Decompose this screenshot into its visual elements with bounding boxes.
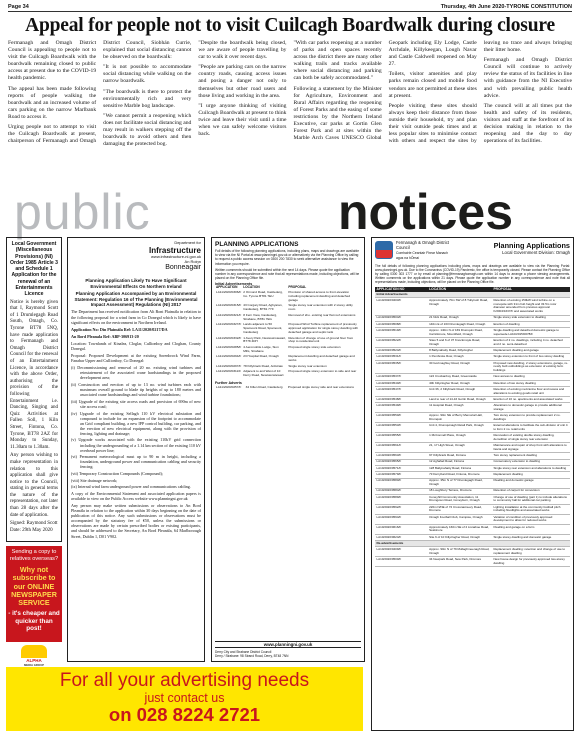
cell-prop: Single storey rear extension [288,363,327,368]
cell-loc: 8 Fern View, Castlederg, Strabane, BT81 7EG [243,312,278,321]
cell-loc: 21 Nick Road, Omagh [428,315,492,321]
cell-loc: Lands adjacent to 50 Spamount Road, Spamount, Castlederg [243,322,283,335]
ferm-row [375,298,570,315]
cell-prop: Single storey rear extension and alterations to dwelling [492,465,570,471]
cell-app: LA10/2020/0508/F [375,321,428,327]
planning-heading: Initial Advertisements [215,282,253,287]
cell-app: LA10/2020/0500/F [375,557,428,567]
cell-prop: Replacement dwelling [492,472,570,478]
dfi-logo-text [149,241,201,272]
planning-row [215,345,361,354]
planning-row [215,290,361,303]
licence-body: Notice is hereby given that I, Raymond Scott of 1 Drumlegagh Road South, Omagh, Co. Tyrone BT78 5NQ, have made application to Fermanagh and Omagh District Council for the renewal of an Entertainment Licence, in accordance with the above Order, authorising the provision of the following Entertainment i.e. Dancing, Singing and Quiz Activities at Fallen Soll, 1 Kiln Street, Fintona, Co. Tyrone, BT78 2AZ for Monday to Sunday, 11.30am to 1.30am. [10,299,58,450]
story-paragraph: "The boardwalk is there to protect the environmentally rich and very sensitive Marble bog landscape. [103,88,192,109]
cell-loc: Adjacent to and West of 10 Derry Road, Newtownstewart [243,369,284,378]
cell-loc: Approximately 70m SW of 8 Tullyrush Road, Omagh [428,298,492,315]
cell-loc: Omagh Football Club, Campsie, Omagh [428,514,492,524]
cell-app: LA10/2020/0504/F [375,315,428,321]
cell-loc: Unit 36, 2 Killybrack Road, Omagh [428,387,492,397]
cell-app: LA11/2020/0257/F [216,384,242,389]
cell-prop: Provision of shared access to front elevation including replacement dwelling and detached garage [288,290,351,302]
cell-prop: Two storey extension to provide replacement 2 no. dwellings [492,413,570,423]
cell-prop: Proposed single storey side extension [288,344,341,349]
cell-app: LA10/2020/0522/F [375,338,428,348]
dfi-para-3: Any person may make written submissions or observations to An Bord Pleanála in relation to the application within 30 days beginning on the date of publication of this notice. Any such submissions or observations must be accompanied by the statutory fee of €50, unless the submissions or observations are made by certain prescribed bodies or existing participants, and should be addressed to the Secretary, An Bord Pleanála, 64 Marlborough Street, Dublin 1, D01 V902. [71,503,201,539]
cell-app: LA10/2020/0580/F [375,478,428,488]
subscription-line-3: - it's cheaper and quicker than post! [8,610,60,633]
ferm-row [375,494,570,504]
cell-prop: Retention of two storey dwelling [492,380,570,386]
cell-loc: Approx. 140m N of 169 Drumquin Road, Carrickmore, Mountfield, Omagh [428,328,492,338]
cell-app: LA11/2020/0285/F [216,344,242,349]
cell-app: LA10/2020/0548/F [375,397,428,403]
article-body [8,40,572,180]
cell-app: LA11/2020/0315/F [216,303,242,308]
cell-app: LA10/2020/0571/F [375,465,428,471]
dfi-para-1: The Department has received notification from Alt Bont Plaimála in relation to the following proposal for a wind farm in Co Donegal which is likely to have significant effects on the environment in Northern Ireland. [71,309,201,325]
cell-prop: Maintenance and repair of shop front with alterations to fascia and signage [492,443,570,453]
cell-app: LA10/2020/0550/F [375,413,428,423]
ferm-row [375,360,570,374]
cell-prop: Single storey side extension to dwelling [492,315,570,321]
story-paragraph: People visiting these sites should always keep their distance from those outside their household, try and plan their visit outside peak times and at less popular sites to minimise contact with others and respect the sites by leaving no trace and always bringing their litter home. [388,40,572,145]
cell-prop: Renovation of existing double storey dwelling, demolition of single storey rear extension [492,433,570,443]
cell-loc: 78 Killybrack Road, Ardstraw [243,363,283,368]
ferm-row [375,524,570,534]
cell-loc: 12 Aghafad Road, Fintona [428,459,492,465]
cell-app: LA10/2020/0592/F [375,504,428,514]
ferm-row [375,328,570,338]
ferm-col-location: LOCATION [428,287,492,292]
ferm-header [375,241,570,261]
cell-app: LA10/2020/0403/F [375,298,428,315]
cell-prop: Dwelling and domestic garage [492,478,570,488]
planning-row [215,369,361,378]
ferm-row [375,478,570,488]
cell-loc: 73 Derrybard Road, Fintona, Dromore [428,472,492,478]
planning-url[interactable]: www.planningni.gov.uk [215,641,361,648]
ferm-row [375,387,570,397]
cell-prop: Single storey dwelling and domestic garage [492,534,570,540]
dfi-logo [71,241,201,272]
cell-app: LA10/2020/0579/F [375,472,428,478]
dfi-item: (vii) Temporary Construction Compounds (Compound); [71,471,163,477]
ferm-col-proposal: PROPOSAL [492,287,570,292]
cell-loc: 43 Corgary Road, Aghyaran, Castlederg, BT81 7YF [243,303,283,312]
cell-loc: 2 Ormond Road, Castlederg, Co. Tyrone BT81 7EU [243,290,283,299]
cell-prop: Change of use of dwelling (part 1) to include alterations to community hall for additional car parking [492,494,570,504]
col-application: APPLICATION [216,285,238,290]
dfi-item: (ii) Construction and erection of up to 13 no. wind turbines each with maximum overall ground to blade tip heights of up to 180 metres and associated crane hardstandings and wind turbine foundations; [71,382,201,398]
planning-table [215,286,361,378]
cell-loc: 140m E of 163 Drumlegagh Road, Omagh [428,321,492,327]
story-paragraph: The appeal has been made following reports of people walking the boardwalk and an increased volume of cars parking on the narrow Marlbank Road to access it. [8,85,97,120]
cell-prop: Conservatory extension to dwelling [492,459,570,465]
cell-loc: 97 Killybrack Road, Fintona [428,453,492,459]
further-table [215,385,361,391]
ferm-row [375,338,570,348]
dfi-dept-name: Infrastructure [148,245,201,255]
cell-loc: Approximately 160m SE of 2 Lisnaboe Road, Seskinore [428,524,492,534]
cell-app: LA11/2020/0297/F [216,363,242,368]
cell-app: LA10/2020/0409/F [375,547,428,557]
cell-loc: Coneyhill Community Association, 11 Drumgown Road, Coneyburn, Omagh [428,494,492,504]
cell-prop: Replacement dwelling: retention and change of use to replacement dwelling [492,547,570,557]
ferm-intro: The full details of following planning applications including plans, maps and drawings are available to view via the Planning Portal: www.planningni.gov.uk. Due to the Coronavirus (COVID-19) Pandemic, the office is temporarily closed. Please contact the Planning Office by calling 0300 303 1777 or by email at planning@fermanaghomagh.com within 14 days to arrange a phone viewing arrangements. Written comments on the applications within 21 days. Please quote the application number in any correspondence and note that all representations made, including objections, will be placed on the Planning Office file. [375,263,570,284]
cell-loc: Sites 5 and 6 of 37 Knockmoyle Road, Omagh [428,338,492,348]
council-crest-icon [375,241,393,259]
ferm-row [375,557,570,567]
cell-app: LA10/2020/0589/F [375,494,428,504]
cell-prop: Replacement dwelling and garage [492,348,570,354]
cell-app: LA11/2020/0294/F [216,354,242,359]
dfi-para-2: A copy of the Environmental Statement and associated application papers is available to view on the Public Access website www.planningni.gov.uk [71,490,201,501]
col-location: LOCATION [243,285,260,290]
planning-intro: Full details of the following planning applications, including plans, maps and drawings are available to view via the NI Portal at www.planningni.gov.uk or alternatively via the Planning Office by calling to request a public access session on 0300 200 7830 to seek alternative assistance to view the information you require. [215,249,360,266]
page-number: Page 34 [8,4,29,10]
dfi-item: (v) Upgrade works associated with the existing 110kV grid connection including the undergrounding of a 1.14 km section of the existing 110 kV overhead power line; [71,437,201,453]
planning-row [215,355,361,364]
cell-prop: Two storey replacement dwelling [492,453,570,459]
ferm-rows [375,292,570,567]
story-paragraph: "I urge anyone thinking of visiting Cuilcagh Boardwalk at present to think twice and leave their visit until a time when we can safely welcome visitors back. [198,102,287,138]
cell-loc: 34 Killen Road, Castlederg [245,384,283,389]
story-paragraph: Urging people not to attempt to visit the Cuilcagh Boardwalk at present, chairperson of Fermanagh and Omagh District Council, Siobhán Currie, explained that social distancing cannot be observed on the boardwalk: [8,40,192,145]
planning-row [215,313,361,322]
subscription-line-2: Why not subscribe to our ONLINE NEWSPAPER SERVICE [11,565,57,608]
cell-loc: 122 Crockanboy Road, Greencastle [428,374,492,380]
dfi-item: (vi) Permanent meteorological mast up to 90 m in height, including a foundation, underground power and communication cabling and security fencing; [71,454,201,470]
cell-loc: 1 Avery Park, Newtownstewart, BT78 4DH [243,335,286,344]
dfi-item: (viii) Site drainage network; [71,477,118,483]
cell-app: LA11/2020/0327/F [216,322,242,327]
ferm-council-name: Fermanagh & Omagh District Council [396,240,450,250]
story-paragraph: Fermanagh and Omagh District Council will continue to actively review the status of its facilities in line with guidance from the NI Executive and with prevailing public health advice. [483,57,572,99]
story-paragraph: The council will at all times put the health and safety of its residents, visitors and staff at the forefront of its decision making in relation to the reopening and the day to day operations of its facilities. [483,102,572,145]
further-rows [215,385,361,391]
col-proposal: PROPOSAL [288,285,307,290]
dfi-ref: Application No: Din Plaimála Ref: LA11/2020/0217/DA [71,326,168,332]
planning-footer-2: Derry / Strabane: 98 Strand Road, Derry, BT48 7NN [215,654,289,658]
ad-line-1: For all your advertising needs [59,670,310,691]
cell-prop: Variation of condition of previously approved development to allow for reduced works [492,514,570,524]
cell-app: LA11/2020/0321/F [216,312,242,317]
further-heading: Further Adverts [215,380,242,385]
cell-prop: Retention of change of use of ground floor from shop to residential unit [288,335,354,344]
fermanagh-planning-notice [371,237,574,731]
cell-app: LA10/2020/0553/F [375,423,428,433]
story-paragraph: Toilets, visitor amenities and play parks remain closed and mobile food vendors are not permitted at these sites at present. [388,71,477,99]
cell-prop: Erection of 2 no. dwellings, including 4 no. detached and 2 no. semi-detached [492,338,570,348]
planning-row [215,385,361,391]
ferm-council-block [375,241,451,261]
cell-loc: 18 Loughbury Terrace, Dromore [428,488,492,494]
cell-app: LA10/2020/0561/F [375,443,428,453]
cell-loc: 8 Ballynahatty Road, Killyclogher [428,348,492,354]
dfi-item: (iii) Upgrade of the existing site access roads and provision of 690m of new site access road; [71,398,201,409]
alpha-brand: ALPHA [26,658,42,663]
cell-loc: 40b Killyclogher Road, Omagh [428,380,492,386]
dfi-proposal: Proposal: Proposed Development at the existing Sorenbrock Wind Farm, Fanabar Upper and Cullionboy, Co Donegal: [71,353,201,364]
planning-row [215,304,361,313]
derry-planning-notice [211,237,365,662]
cell-app: LA10/2020/0565/F [375,459,428,465]
cell-app: LA11/2020/0332/F [216,335,242,340]
planning-row [215,322,361,335]
subscription-line-1: Sending a copy to relatives overseas? [9,549,59,562]
dfi-items [71,365,201,489]
cell-loc: 128 Ballynahatty Road, Fintona [428,465,492,471]
cell-prop: Proposed Wind Turbine replacement of previously approved application for single storey dwelling with detached garage and septic tank [288,322,358,335]
dfi-dept-line: Department for [174,240,201,245]
cell-prop: New house design for previously approved two-storey dwelling [492,557,570,567]
section-heading: Initial Advertisements [375,292,570,298]
cell-app: LA10/2020/0547/F [375,387,428,397]
story-paragraph: "It is not possible to accommodate social distancing while walking on the narrow boardwalk. [103,64,192,85]
cell-loc: Site 6 of 10 Killyclogher Road, Omagh [428,534,492,540]
dfi-website: www.infrastructure-ni.gov.uk [151,253,201,259]
cell-loc: 4 Aeromobile Lodge, Sion Mills, Strabane [243,344,279,353]
planning-row [215,336,361,345]
cell-app: LA10/2020/0519/F [375,328,428,338]
dfi-item: (i) Decommissioning and removal of 20 no. existing wind turbines and reinstatement of the associated crane hardstandings in the proposed development area; [71,365,201,381]
cell-app: LA10/2020/0616/F [375,524,428,534]
ferm-row [375,504,570,514]
masthead-notices: notices [338,184,514,240]
cell-loc: Unit 4, Drumquinagh Retail Park, Omagh [428,423,492,433]
cell-app: LA10/2020/0524/F [375,348,428,354]
cell-prop: Proposed single storey side and rear extensions [287,384,354,389]
dfi-item: (iv) Upgrade of the existing Sellagh 110 kV electrical substation and compound to include for an expansion of the footprint to accommodate an Grid compliant building, a new IPP control building, car parking, and the erection of new electrical equipment, along with the provision of fencing, lighting and drainage; [71,410,201,436]
ferm-row [375,423,570,433]
cell-prop: Single dwelling and detached domestic garage to supersede LA10/2015/0078/F [492,328,570,338]
cell-app: LA11/2020/0306/F [216,290,242,295]
cell-prop: Removal of 2no. existing rear flat roof extensions [288,312,356,317]
advertising-ad[interactable] [6,667,363,731]
ferm-row [375,413,570,423]
planning-rows [215,290,361,379]
cell-prop: External alterations to facilitate the sub-division of unit 4 to form 2 no. retail units [492,423,570,433]
dfi-item: (ix) Internal wind farm underground power and communications cabling. [71,484,191,490]
cell-app: LA10/2020/0563/F [375,453,428,459]
cell-prop: Single storey extension to front of two storey dwelling [492,354,570,360]
alpha-sub: MEDIA GROUP [24,663,44,667]
infrastructure-notice [67,237,205,662]
planning-intro-2: Written comments should be submitted within the next 14 days. Please quote the application number in any correspondence and note that all representations made, including objections, will be placed on the Planning Office file. [215,267,360,281]
cell-prop: Retention of existing 150kW wind turbine on a monopole with 31m hub height and 33.5m rotor diameter amended from previous approval K/2004/1637/F and associated works [492,298,570,315]
alpha-logo-icon [21,645,47,658]
cell-prop: Proposed single storey extension to side and rear [288,369,357,374]
dfi-ref-2: An Bord Pleanala Ref: ABP-306913-20 [71,333,139,339]
cell-loc: Approx. 90m NE of Berry Memorial Hall, Drumquin [428,413,492,423]
ferm-subtitle: Local Government Division: Omagh [502,250,570,255]
cell-prop: Single storey rear extension with 2 storey utility room [288,303,353,312]
cell-loc: 11 Hospital Road, Omagh [428,403,492,413]
masthead-public: public [14,184,151,240]
public-notices-masthead [0,184,580,240]
ferm-title-block [494,241,570,255]
ad-line-2: just contact us [144,691,225,705]
story-paragraph: Following a statement by the Minister for Agriculture, Environment and Rural Affairs regarding the reopening of Forest Parks and the easing of some restrictions by the Northern Ireland Executive, car parks at Gortin Glen Forest Park and at sites within the Marble Arch Caves UNESCO Global Geopark including Ely Lodge, Castle Archdale, Killykeegan, Lough Navar and Castle Caldwell reopened on May 27. [293,40,477,142]
cell-app: LA10/2020/0535/F [375,360,428,374]
page-header [8,4,572,12]
cell-prop: Retention of carport for conversion [492,488,570,494]
article-headline: Appeal for people not to visit Cuilcagh Boardwalk during closure [25,15,555,36]
cell-app: LA10/2020/0540/F [375,380,428,386]
cell-loc: Land to rear of 14-16 Gortin Road, Omagh [428,397,492,403]
issue-date: Thursday, 4th June 2020-TYRONE CONSTITUTION [440,4,572,10]
cell-loc: 30 Gortmaghley Road, Omagh [428,360,492,374]
section-heading: Re-advertisements [375,541,570,547]
cell-loc: 1 McConnell Place, Omagh [428,433,492,443]
cell-app: LA10/2020/0594/F [375,514,428,524]
story-paragraph: "With car parks reopening at a number of parks and open spaces recently across the district there are many other walking trails and tracks available where social distancing and parking can both be safely accommodated." [293,40,382,82]
ferm-title: Planning Applications [493,241,570,250]
ferm-council-irish: Comhairle Ceantair Fhear Manach agus na hÓmaí [396,250,449,260]
story-paragraph: "People are parking cars on the narrow country roads, causing access issues and posing a danger not only to themselves but other road users and those living and working in the area. [198,64,287,99]
cell-loc: 1 Pembroke Row, Omagh [428,354,492,360]
cell-app: LA10/2020/0531/F [375,354,428,360]
cell-prop: Dwelling and garage on a farm [492,524,570,534]
cell-app: LA10/2020/0624/F [375,534,428,540]
cell-prop: Erection of dwelling [492,321,570,327]
dfi-irish-line: An Roinn [184,258,201,264]
story-paragraph: "We cannot permit a reopening which does not facilitate social distancing and may result in walkers stepping off the boardwalk to avoid others and then damaging the protected bog. [103,112,192,148]
subscription-ad[interactable] [6,546,62,642]
ferm-row [375,433,570,443]
story-paragraph: "Despite the boardwalk being closed, we are aware of people travelling by car to walk it over recent days. [198,40,287,61]
cell-prop: Replacement dwelling and detached garage and works [288,354,355,363]
ferm-row [375,547,570,557]
ad-phone[interactable]: on 028 8224 2721 [108,704,261,725]
dfi-title: Planning Application Likely To Have Significant Environmental Effects On Northern Ireland [85,278,187,289]
cell-prop: New access to dwelling [492,374,570,380]
licence-signed: Signed: Raymond Scott [10,521,58,527]
ferm-row [375,443,570,453]
cell-prop: Lighting installation at the community football pitch including floodlights and associated works [492,504,570,514]
cell-loc: 21, 17 High Street, Omagh [428,443,492,453]
cell-loc: Approx. 90m N of 79 Mullaghmeenagh Road, Omagh [428,547,492,557]
cell-prop: Alterations to domestic garage to provide additional storage [492,403,570,413]
planning-title: PLANNING APPLICATIONS [215,241,299,248]
cell-app: LA10/2020/0584/F [375,488,428,494]
dfi-subtitle: Planning Application Accompanied by an Environmental Statement: Regulation 16 of The Planning (Environmental Impact Assessment) Regulations (NI) 2017 [74,291,198,308]
licence-date: Date: 29th May 2020 [10,527,53,533]
ferm-row [375,514,570,524]
planning-footer [215,641,361,658]
alpha-media-logo [6,645,62,667]
cell-app: LA11/2020/0311/F [216,369,241,374]
cell-app: LA10/2020/0537/F [375,374,428,380]
cell-loc: 23 Hospital Road, Omagh [243,354,279,359]
dfi-irish-name: Bonneagair [165,264,201,272]
cell-loc: Approx. 35m N of 77 Drumlegagh Road, Omagh [428,478,492,488]
cell-loc: 34 Newpark Road, New Park, Dromore [428,557,492,567]
planning-footer-1: Derry City and Strabane District Council [215,650,272,654]
licence-title: Local Government (Miscellaneous Provisions) (NI) Order 1985 Article 3 and Schedule 1 Application for the renewal of an Entertainments Licence [10,241,58,298]
licence-body-2: Any person wishing to make representation in relation to this application shall give notice to the Council, stating in general terms the nature of the representation, not later than 28 days after the date of application. [10,453,58,518]
cell-loc: 220m N/NE of 72 Crossnacreevy Road, Dromore [428,504,492,514]
ferm-row [375,403,570,413]
ferm-table [375,287,570,568]
dfi-location: Location: Townlands of Kinalea, Cloglar, Cullionboy and Cloghan, County Donegal. [71,340,201,351]
licence-notice [6,237,62,542]
ferm-col-app: APPLICATION NO [375,287,428,292]
story-paragraph: Fermanagh and Omagh District Council is appealing to people not to visit the Cuilcagh Boardwalk with the boardwalk remaining closed to public access at present due to the COVID-19 health pandemic. [8,40,97,82]
cell-prop: Erection of 10 no. apartments and associated works [492,397,570,403]
cell-prop: Retention of existing mezzanine floor and recess and alterations to existing goods retail unit [492,387,570,397]
cell-app: LA10/2020/0549/F [375,403,428,413]
cell-app: LA10/2020/0555/F [375,433,428,443]
cell-prop: Proposed new dwelling, 2 storey extensions, garage, re-newly built outbuildings as extension of existing farm buildings [493,360,569,372]
